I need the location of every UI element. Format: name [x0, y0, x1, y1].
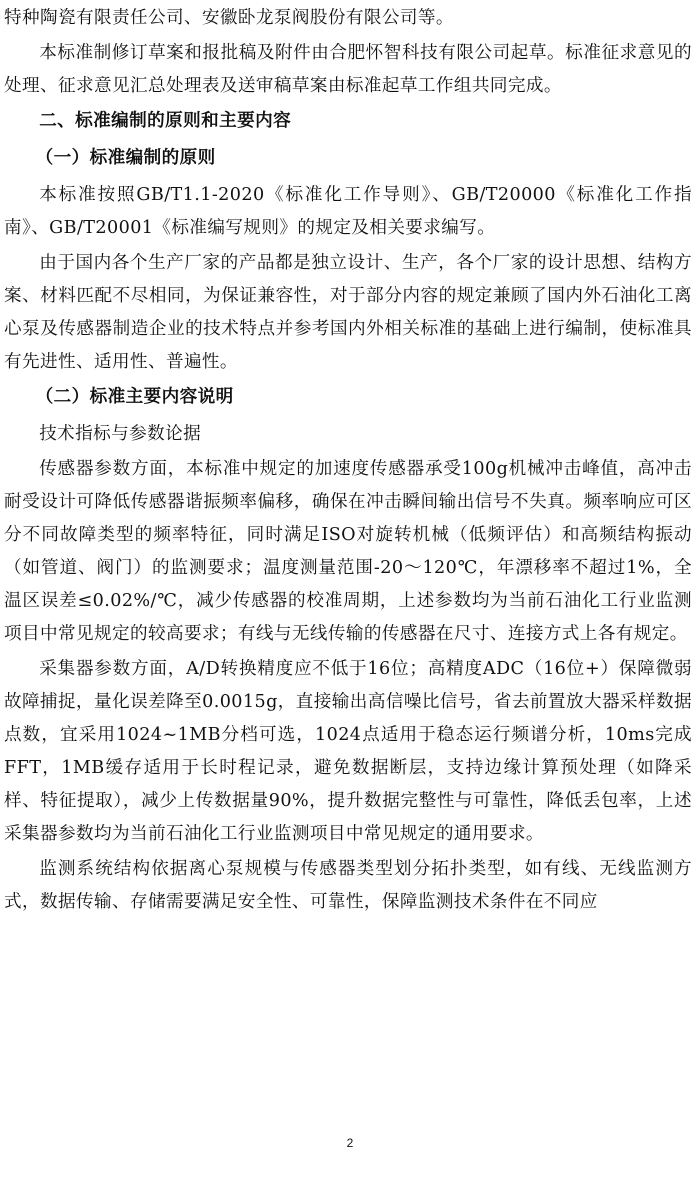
paragraph-collector-parameters: 采集器参数方面，A/D转换精度应不低于16位；高精度ADC（16位+）保障微弱故障捕捉，量化误差降至0.0015g，直接输出高信噪比信号，省去前置放大器采样数据点数，宜采用1024~1MB分档可选，1024点适用于稳态运行频谱分析，10ms完成FFT，1MB缓存适用于长时程记录，避免数据断层，支持边缘计算预处理（如降采样、特征提取），减少上传数据量90%，提升数据完整性与可靠性，降低丢包率，上述采集器参数均为当前石油化工行业监测项目中常见规定的通用要求。	[4, 659, 692, 844]
page-body	[4, 2, 692, 921]
topic-label-technical-indicators: 技术指标与参数论据	[39, 424, 202, 444]
subsection-heading-principles: （一）标准编制的原则	[35, 148, 216, 168]
paragraph-standard-basis: 本标准按照GB/T1.1-2020《标准化工作导则》、GB/T20000《标准化工作指南》、GB/T20001《标准编写规则》的规定及相关要求编写。	[4, 185, 692, 238]
paragraph-drafting-responsibility: 本标准制修订草案和报批稿及附件由合肥怀智科技有限公司起草。标准征求意见的处理、征求意见汇总处理表及送审稿草案由标准起草工作组共同完成。	[4, 43, 692, 96]
page-number: 2	[346, 1136, 354, 1150]
paragraph-compatibility: 由于国内各个生产厂家的产品都是独立设计、生产，各个厂家的设计思想、结构方案、材料匹配不尽相同，为保证兼容性，对于部分内容的规定兼顾了国内外石油化工离心泵及传感器制造企业的技术特点并参考国内外相关标准的基础上进行编制，使标准具有先进性、适用性、普遍性。	[4, 253, 692, 372]
subsection-heading-main-content: （二）标准主要内容说明	[35, 387, 234, 407]
section-heading-principles-content: 二、标准编制的原则和主要内容	[39, 111, 292, 131]
paragraph-system-structure: 监测系统结构依据离心泵规模与传感器类型划分拓扑类型，如有线、无线监测方式，数据传输、存储需要满足安全性、可靠性，保障监测技术条件在不同应	[4, 859, 692, 912]
paragraph-drafting-units-end: 特种陶瓷有限责任公司、安徽卧龙泵阀股份有限公司等。	[4, 8, 454, 28]
paragraph-sensor-parameters: 传感器参数方面，本标准中规定的加速度传感器承受100g机械冲击峰值，高冲击耐受设计可降低传感器谐振频率偏移，确保在冲击瞬间输出信号不失真。频率响应可区分不同故障类型的频率特征，同时满足ISO对旋转机械（低频评估）和高频结构振动（如管道、阀门）的监测要求；温度测量范围-20～120℃，年漂移率不超过1%，全温区误差≤0.02%/℃，减少传感器的校准周期，上述参数均为当前石油化工行业监测项目中常见规定的较高要求；有线与无线传输的传感器在尺寸、连接方式上各有规定。	[4, 459, 692, 644]
